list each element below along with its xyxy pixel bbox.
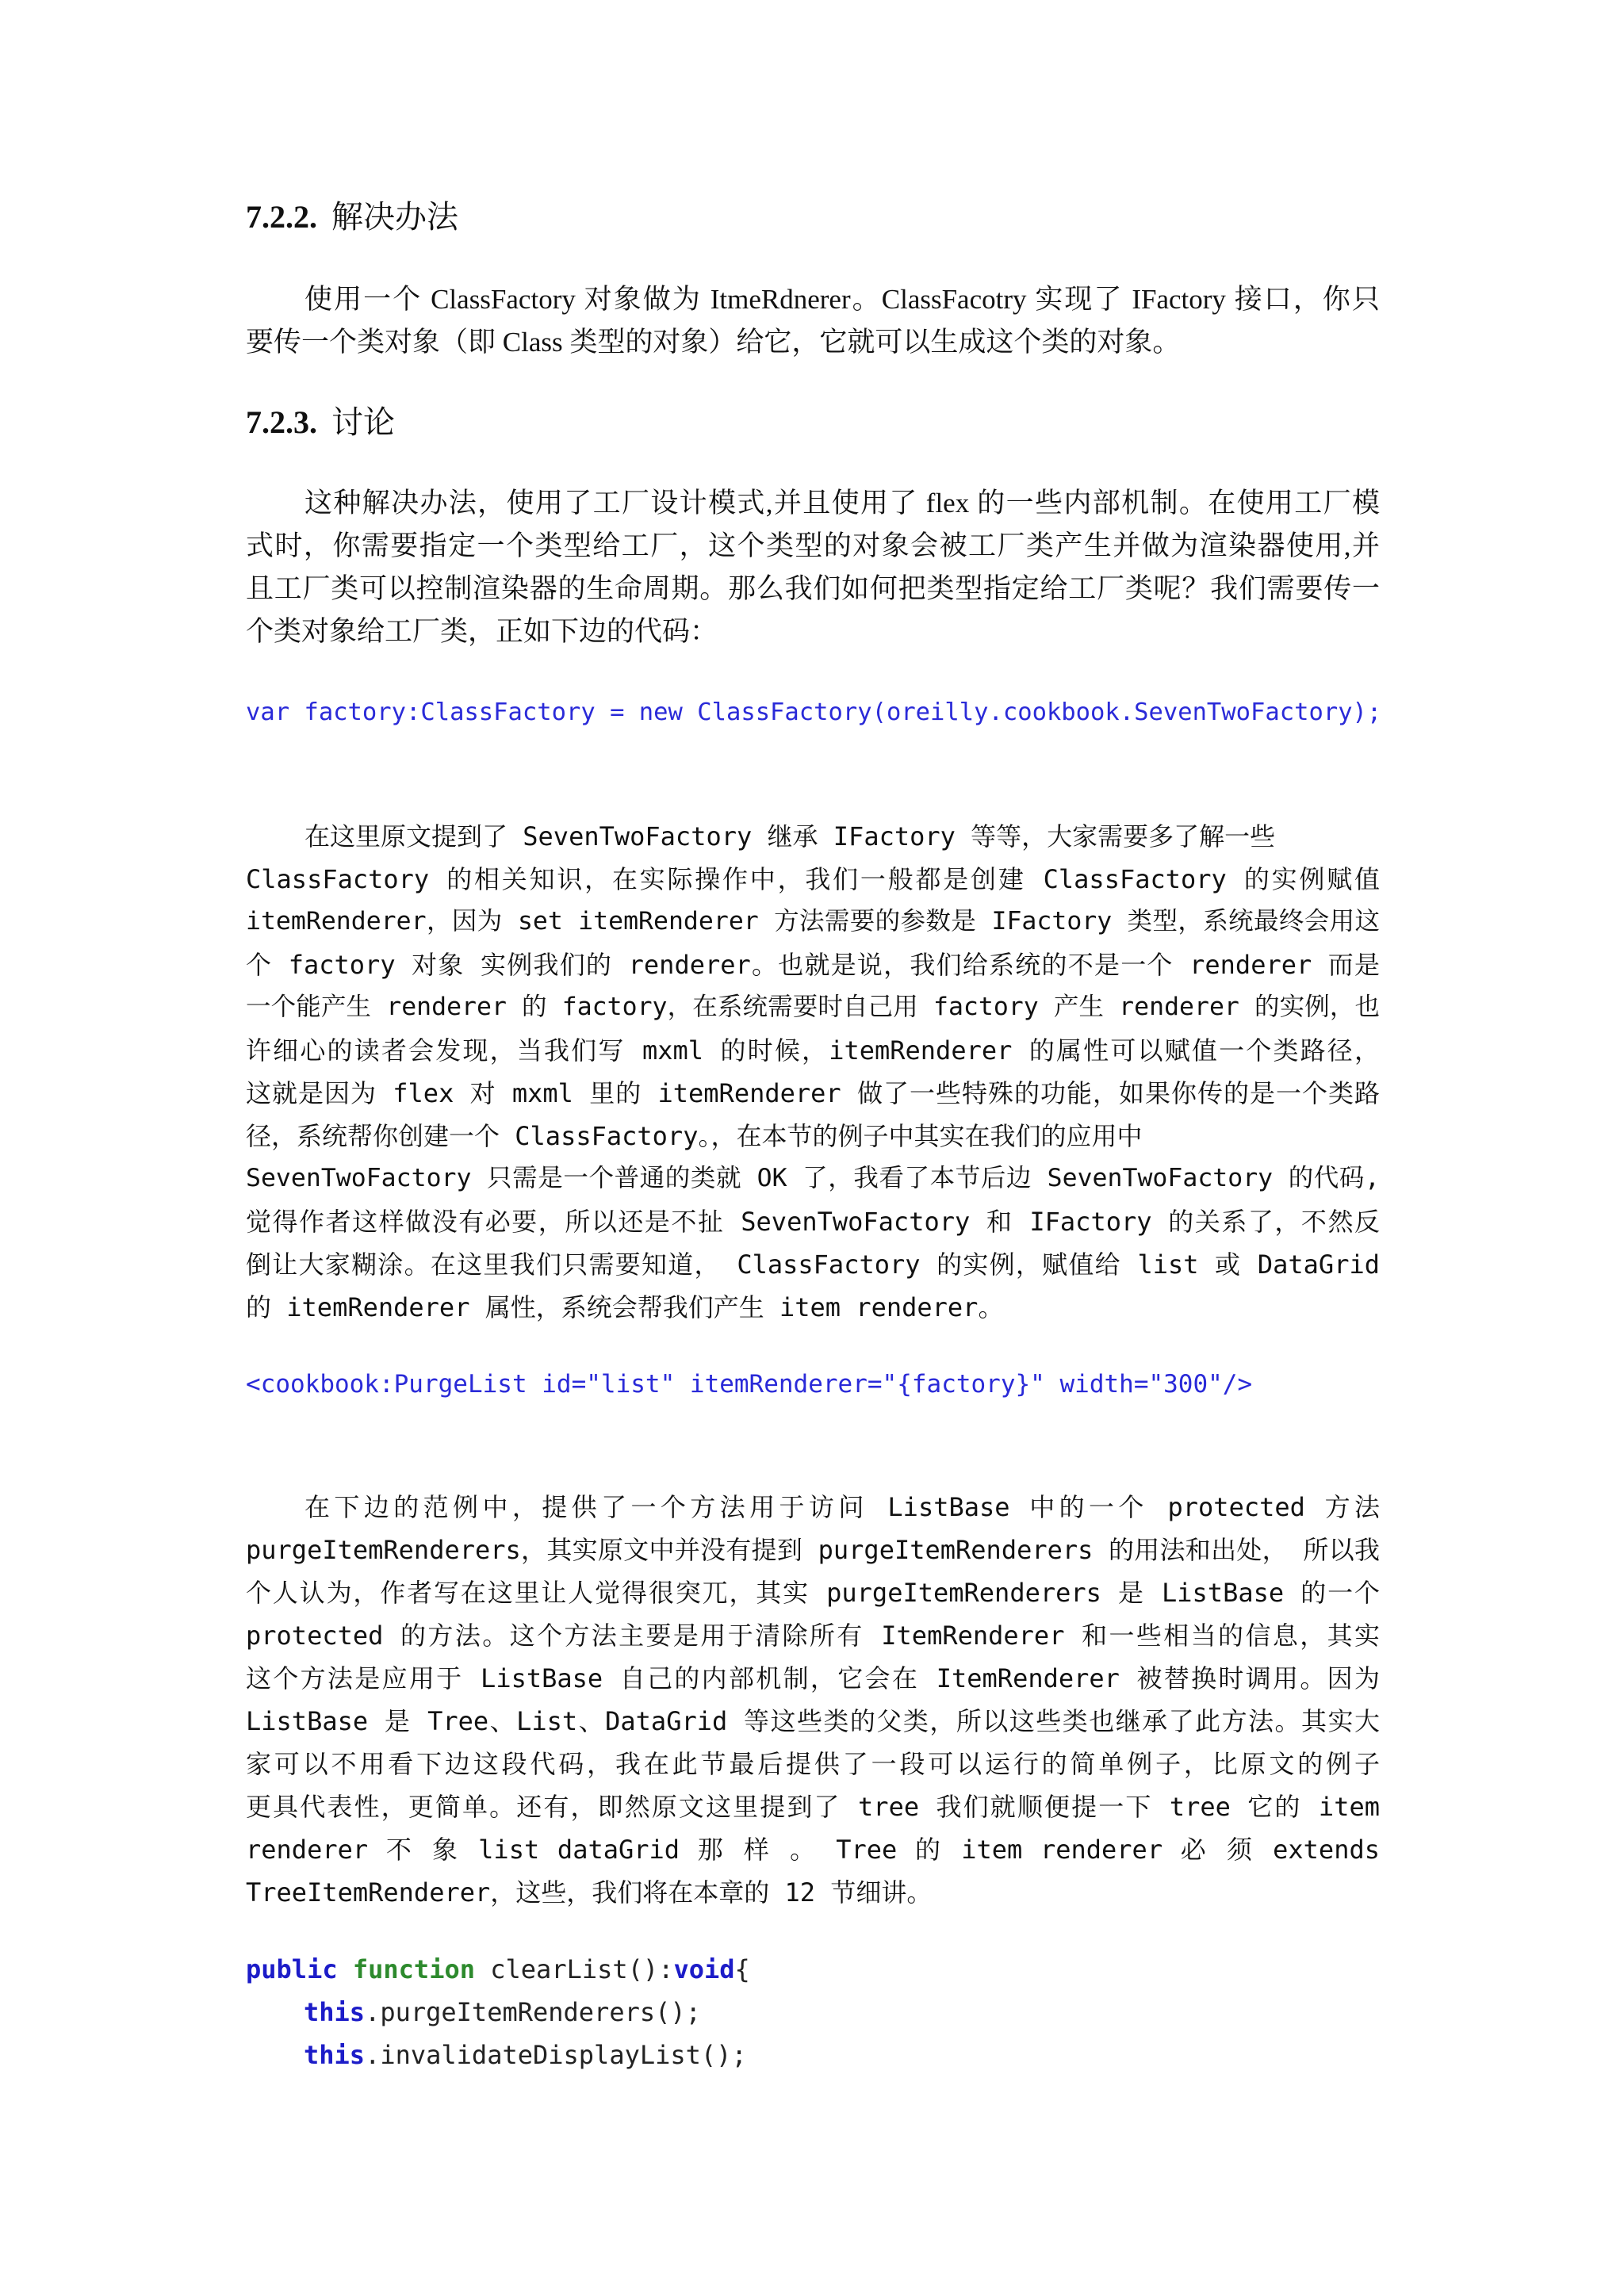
code-purgelist-tag: <cookbook:PurgeList id="list" itemRenderer="{factory}" width="300"/> bbox=[246, 1370, 1253, 1399]
paragraph-line: 要传一个类对象（即 Class 类型的对象）给它，它就可以生成这个类的对象。 bbox=[246, 327, 1181, 358]
code-text: { bbox=[734, 1954, 750, 1984]
paragraph-line: renderer 不 象 list dataGrid 那 样 。 Tree 的 item renderer 必 须 extends bbox=[246, 1835, 1380, 1865]
paragraph-line: itemRenderer，因为 set itemRenderer 方法需要的参数是 IFactory 类型，系统最终会用这 bbox=[246, 907, 1380, 936]
paragraph-line: 这种解决办法，使用了工厂设计模式,并且使用了 flex 的一些内部机制。在使用工厂模 bbox=[304, 488, 1380, 519]
paragraph-line: protected 的方法。这个方法主要是用于清除所有 ItemRenderer 和一些相当的信息，其实 bbox=[246, 1621, 1380, 1651]
paragraph-line: purgeItemRenderers，其实原文中并没有提到 purgeItemRenderers 的用法和出处， 所以我 bbox=[246, 1535, 1380, 1565]
paragraph-line: SevenTwoFactory 只需是一个普通的类就 OK 了，我看了本节后边 SevenTwoFactory 的代码, bbox=[246, 1164, 1380, 1192]
paragraph-line: 这就是因为 flex 对 mxml 里的 itemRenderer 做了一些特殊的功能，如果你传的是一个类路 bbox=[246, 1078, 1380, 1108]
paragraph-line: 个类对象给工厂类，正如下边的代码： bbox=[246, 616, 718, 647]
code-keyword: this bbox=[304, 1997, 366, 2027]
paragraph-line: 倒让大家糊涂。在这里我们只需要知道， ClassFactory 的实例，赋值给 list 或 DataGrid bbox=[246, 1249, 1380, 1280]
paragraph-line: 式时，你需要指定一个类型给工厂，这个类型的对象会被工厂类产生并做为渲染器使用,并 bbox=[246, 530, 1380, 561]
paragraph-line: TreeItemRenderer，这些，我们将在本章的 12 节细讲。 bbox=[246, 1877, 933, 1908]
paragraph-line: 更具代表性，更简单。还有，即然原文这里提到了 tree 我们就顺便提一下 tree 它的 item bbox=[246, 1792, 1380, 1822]
paragraph-line: 这个方法是应用于 ListBase 自己的内部机制，它会在 ItemRenderer 被替换时调用。因为 bbox=[246, 1663, 1380, 1693]
code-keyword: function bbox=[352, 1954, 475, 1984]
paragraph-line: 个 factory 对象 实例我们的 renderer。也就是说，我们给系统的不是一个 renderer 而是 bbox=[246, 950, 1380, 980]
section-heading-7-2-3 bbox=[246, 404, 395, 440]
code-clearlist-signature bbox=[246, 1954, 750, 1984]
paragraph-line: 许细心的读者会发现，当我们写 mxml 的时候，itemRenderer 的属性可以赋值一个类路径， bbox=[246, 1035, 1380, 1066]
paragraph-line: 个人认为，作者写在这里让人觉得很突兀，其实 purgeItemRenderers 是 ListBase 的一个 bbox=[246, 1578, 1380, 1608]
section-number: 7.2.2. bbox=[246, 199, 317, 235]
code-invalidate-call bbox=[304, 2042, 747, 2068]
code-purge-call bbox=[304, 1999, 701, 2025]
section-title: 解决办法 bbox=[331, 199, 458, 235]
paragraph-line: 觉得作者这样做没有必要，所以还是不扯 SevenTwoFactory 和 IFactory 的关系了，不然反 bbox=[246, 1207, 1380, 1237]
code-text: clearList(): bbox=[474, 1954, 674, 1984]
code-text: .purgeItemRenderers(); bbox=[365, 1997, 701, 2027]
paragraph-line: ClassFactory 的相关知识，在实际操作中，我们一般都是创建 ClassFactory 的实例赋值 bbox=[246, 864, 1380, 894]
paragraph-line: 家可以不用看下边这段代码，我在此节最后提供了一段可以运行的简单例子，比原文的例子 bbox=[246, 1749, 1380, 1779]
section-heading-7-2-2 bbox=[246, 201, 458, 233]
paragraph-line: 在这里原文提到了 SevenTwoFactory 继承 IFactory 等等，大家需要多了解一些 bbox=[304, 821, 1276, 851]
code-text: .invalidateDisplayList(); bbox=[365, 2040, 747, 2070]
paragraph-line: ListBase 是 Tree、List、DataGrid 等这些类的父类，所以这些类也继承了此方法。其实大 bbox=[246, 1706, 1380, 1736]
paragraph-line: 使用一个 ClassFactory 对象做为 ItmeRdnerer。ClassFacotry 实现了 IFactory 接口，你只 bbox=[304, 284, 1380, 315]
section-title: 讨论 bbox=[331, 404, 395, 440]
code-keyword: public bbox=[246, 1954, 338, 1984]
section-number: 7.2.3. bbox=[246, 404, 317, 440]
code-keyword: this bbox=[304, 2040, 366, 2070]
paragraph-line: 径，系统帮你创建一个 ClassFactory。，在本节的例子中其实在我们的应用中 bbox=[246, 1121, 1143, 1151]
paragraph-line: 在下边的范例中，提供了一个方法用于访问 ListBase 中的一个 protected 方法 bbox=[304, 1492, 1380, 1522]
paragraph-line: 一个能产生 renderer 的 factory，在系统需要时自己用 factory 产生 renderer 的实例，也 bbox=[246, 993, 1380, 1021]
paragraph-line: 的 itemRenderer 属性，系统会帮我们产生 item renderer。 bbox=[246, 1292, 1004, 1322]
code-keyword: void bbox=[673, 1954, 735, 1984]
paragraph-line: 且工厂类可以控制渲染器的生命周期。那么我们如何把类型指定给工厂类呢？我们需要传一 bbox=[246, 573, 1380, 604]
code-classfactory: var factory:ClassFactory = new ClassFactory(oreilly.cookbook.SevenTwoFactory); bbox=[246, 698, 1382, 726]
